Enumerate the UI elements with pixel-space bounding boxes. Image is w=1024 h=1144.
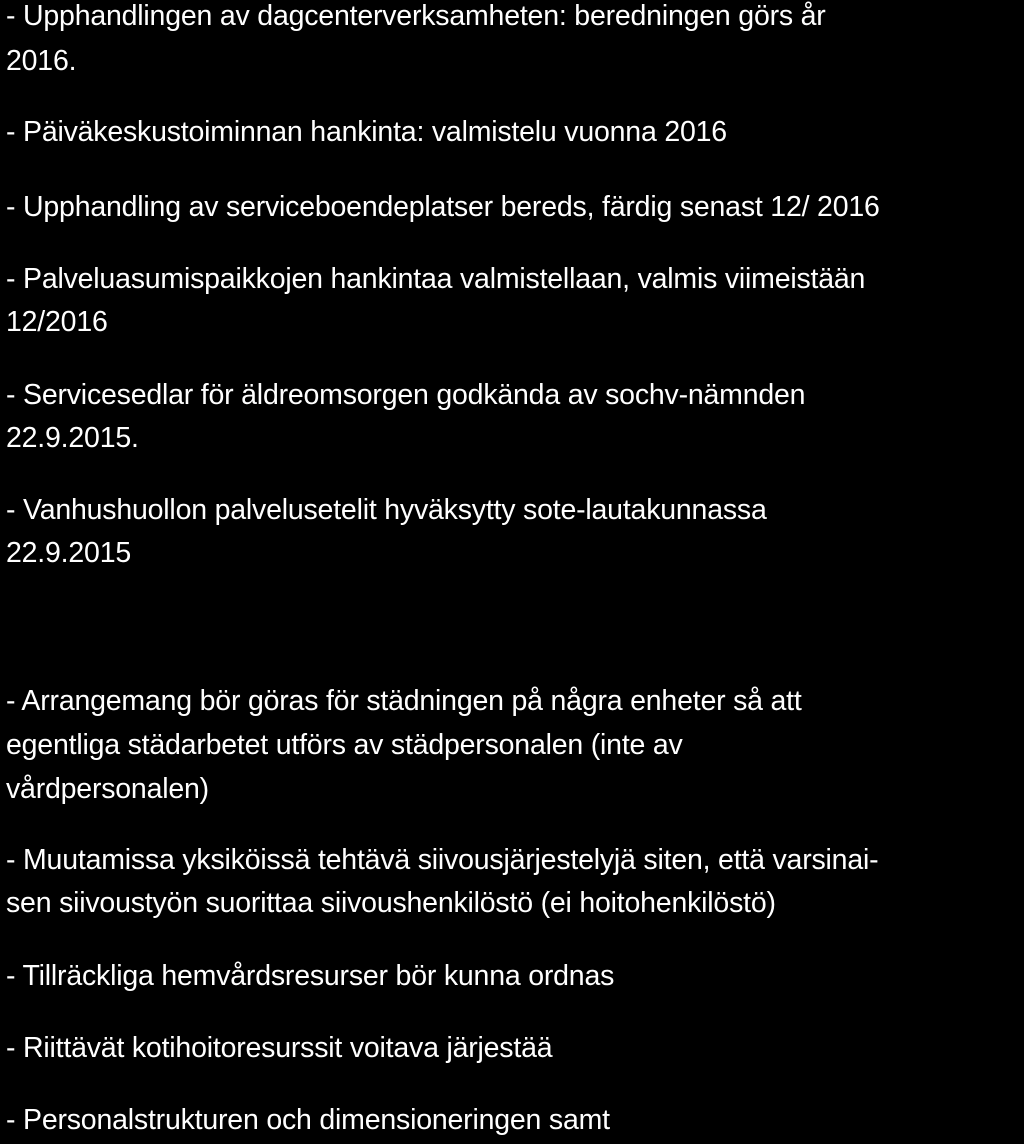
paragraph-line: - Personalstrukturen och dimensioneringen samt bbox=[6, 1104, 610, 1136]
paragraph-line: 22.9.2015. bbox=[6, 422, 139, 454]
paragraph-line: 2016. bbox=[6, 45, 77, 77]
paragraph-line: - Servicesedlar för äldreomsorgen godkända av sochv-nämnden bbox=[6, 379, 806, 411]
paragraph-line: - Vanhushuollon palvelusetelit hyväksytty sote-lautakunnassa bbox=[6, 494, 767, 526]
paragraph-line: - Päiväkeskustoiminnan hankinta: valmistelu vuonna 2016 bbox=[6, 116, 727, 148]
paragraph-line: - Tillräckliga hemvårdsresurser bör kunna ordnas bbox=[6, 960, 615, 992]
paragraph-line: - Upphandling av serviceboendeplatser bereds, färdig senast 12/ 2016 bbox=[6, 191, 880, 223]
paragraph-line: 22.9.2015 bbox=[6, 537, 131, 569]
paragraph-line: - Muutamissa yksiköissä tehtävä siivousjärjestelyjä siten, että varsinai- bbox=[6, 844, 879, 876]
paragraph-line: sen siivoustyön suorittaa siivoushenkilöstö (ei hoitohenkilöstö) bbox=[6, 887, 776, 919]
paragraph-line: 12/2016 bbox=[6, 306, 108, 338]
paragraph-line: - Palveluasumispaikkojen hankintaa valmistellaan, valmis viimeistään bbox=[6, 263, 866, 295]
paragraph-line: vårdpersonalen) bbox=[6, 773, 209, 805]
paragraph-line: - Upphandlingen av dagcenterverksamheten: beredningen görs år bbox=[6, 0, 826, 32]
paragraph-line: egentliga städarbetet utförs av städpersonalen (inte av bbox=[6, 729, 683, 761]
paragraph-line: - Riittävät kotihoitoresurssit voitava järjestää bbox=[6, 1032, 553, 1064]
paragraph-line: - Arrangemang bör göras för städningen på några enheter så att bbox=[6, 685, 802, 717]
